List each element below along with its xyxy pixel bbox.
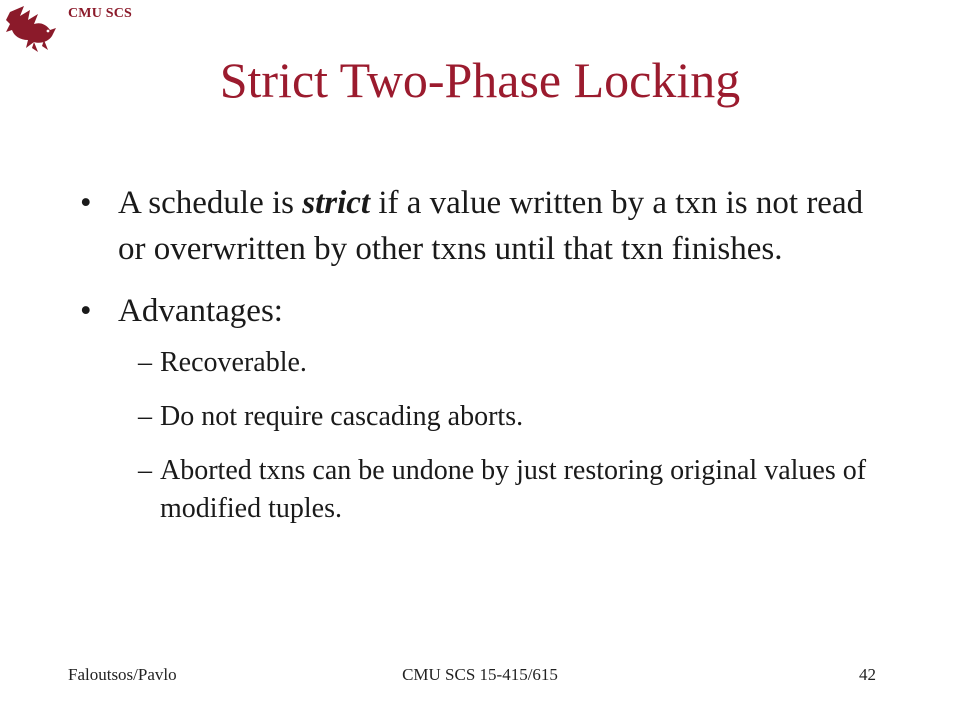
- dash-marker: –: [138, 347, 152, 378]
- bullet-strict-definition: [80, 180, 880, 272]
- bullet-marker: •: [80, 185, 92, 221]
- advantage-item-no-cascading: [138, 398, 880, 436]
- bullet-marker: •: [80, 293, 92, 329]
- strict-emphasis: strict: [302, 185, 371, 221]
- org-label: CMU SCS: [68, 6, 133, 21]
- bullet-text-after: if a value written by a txn is not read or overwritten by other txns until that txn finishes.: [118, 185, 864, 267]
- footer-course: CMU SCS 15-415/615: [402, 665, 558, 684]
- dragon-logo-icon: [4, 2, 60, 54]
- advantage-item-undo: [138, 452, 880, 528]
- bullet-advantages: [80, 288, 880, 334]
- advantages-list: [138, 344, 880, 528]
- dash-marker: –: [138, 455, 152, 486]
- bullet-text-before: A schedule is: [118, 185, 303, 221]
- advantage-item-recoverable: [138, 344, 880, 382]
- slide-title: Strict Two-Phase Locking: [219, 52, 741, 108]
- advantage-text: Do not require cascading aborts.: [160, 401, 524, 432]
- advantages-label: Advantages:: [118, 293, 283, 329]
- footer-authors: Faloutsos/Pavlo: [68, 665, 177, 684]
- advantage-text: Recoverable.: [160, 347, 307, 378]
- page-number: 42: [859, 665, 876, 684]
- advantage-text: Aborted txns can be undone by just restoring original values of modified tuples.: [160, 455, 867, 524]
- dash-marker: –: [138, 401, 152, 432]
- slide-content: [80, 180, 880, 544]
